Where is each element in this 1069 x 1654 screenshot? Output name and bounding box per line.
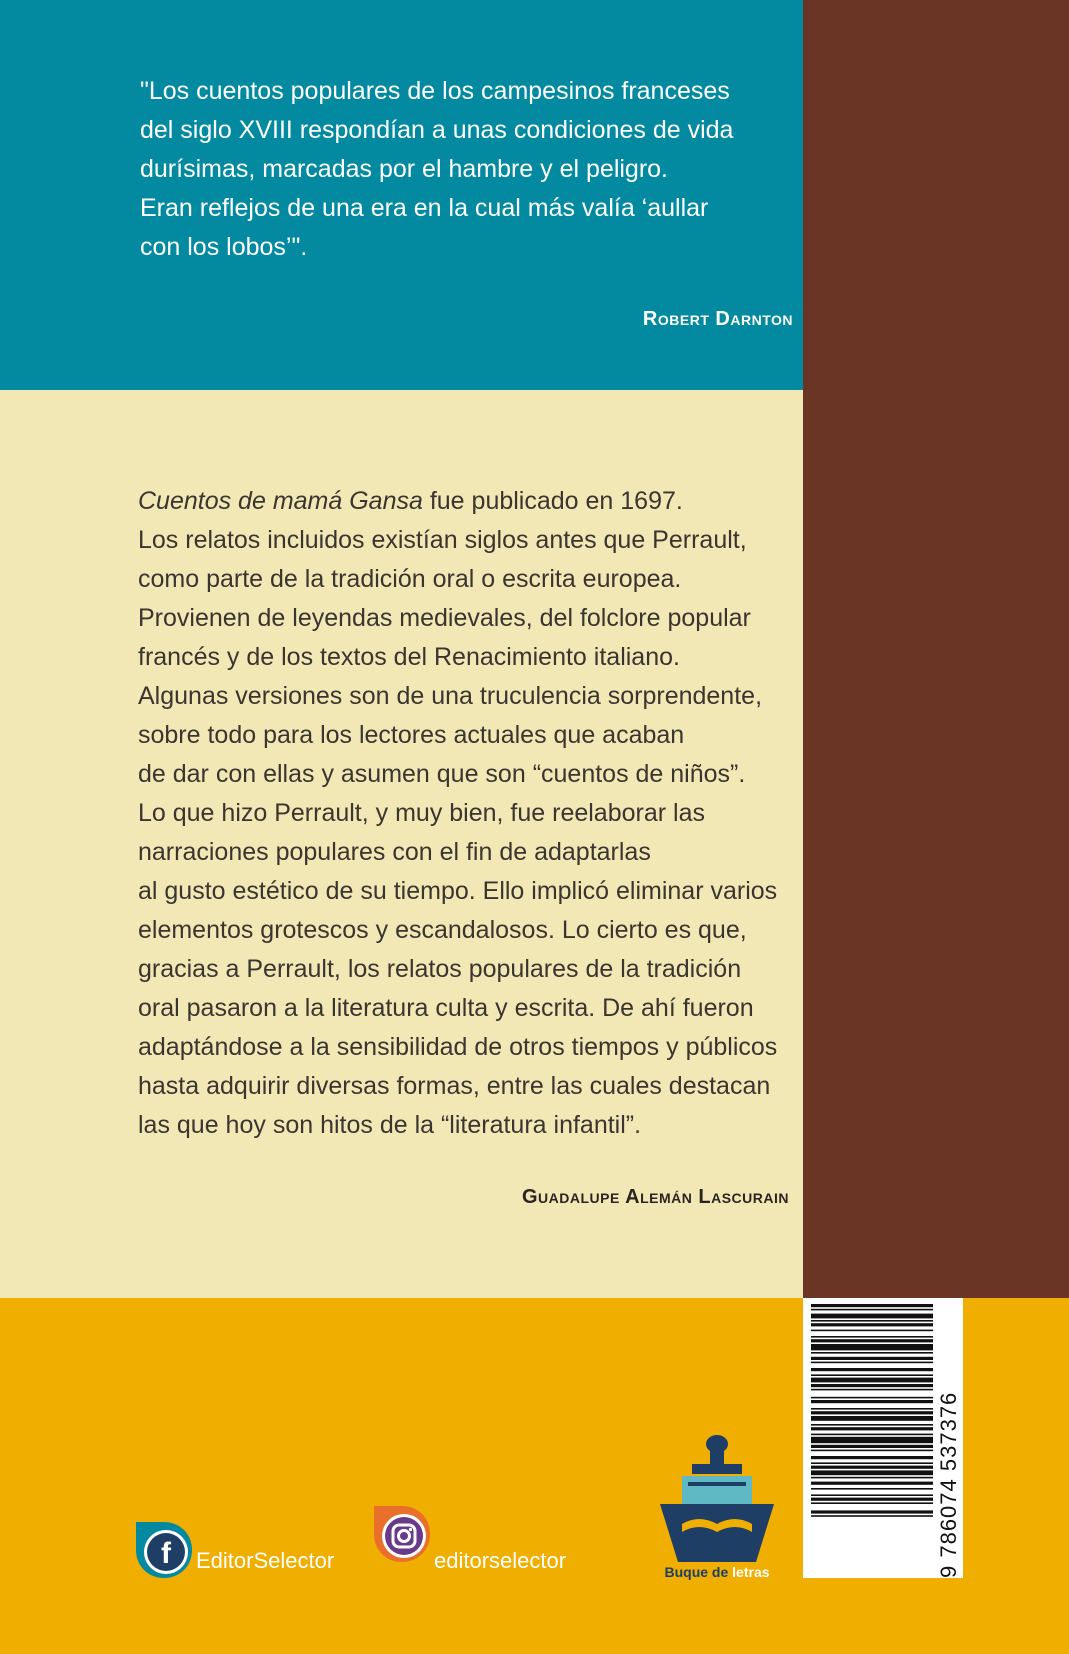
synopsis-first-line-rest: fue publicado en 1697. [422,487,683,515]
quote-line: del siglo XVIII respondían a unas condiciones de vida [140,116,734,144]
barcode-bar [811,1408,933,1410]
barcode-bar [811,1462,933,1464]
synopsis-author: Guadalupe Alemán Lascurain [521,1186,789,1208]
synopsis-line: narraciones populares con el fin de adaptarlas [138,838,651,866]
barcode-bar [811,1466,933,1469]
barcode-bar [811,1314,933,1319]
barcode-bar [811,1397,933,1399]
barcode-bar [811,1368,933,1371]
barcode-bar [811,1502,933,1504]
synopsis-line: hasta adquirir diversas formas, entre las cuales destacan [138,1072,771,1100]
quote-line: con los lobos’". [140,233,308,261]
barcode-bar [811,1411,933,1414]
barcode-bar [811,1494,933,1496]
barcode-bar [811,1323,933,1326]
ship-icon [652,1432,782,1567]
barcode-bar [811,1498,933,1501]
barcode-bar [811,1510,933,1513]
quote-line: durísimas, marcadas por el hambre y el peligro. [140,155,669,183]
instagram-handle: editorselector [434,1548,567,1573]
barcode-bar [811,1434,933,1436]
synopsis-line: Provienen de leyendas medievales, del folclore popular [138,604,751,632]
barcode-bar [811,1389,933,1391]
svg-text:f: f [161,1537,171,1570]
barcode-bar [811,1400,933,1403]
barcode-bar [811,1450,933,1452]
barcode-bar [811,1470,933,1475]
barcode-bar [811,1488,933,1490]
instagram-icon [372,1502,428,1558]
epigraph-quote [140,72,780,267]
instagram-link[interactable] [372,1518,566,1574]
barcode-bar [811,1378,933,1383]
barcode-bar [811,1424,933,1426]
synopsis-line: oral pasaron a la literatura culta y escrita. De ahí fueron [138,994,754,1022]
barcode-bar [811,1515,933,1517]
barcode-bar [811,1330,933,1332]
barcode-bar [811,1384,933,1387]
facebook-handle: EditorSelector [196,1548,335,1573]
barcode-bar [811,1320,933,1322]
barcode-bar [811,1482,933,1485]
barcode-bar [811,1339,933,1342]
quote-line: "Los cuentos populares de los campesinos franceses [140,77,730,105]
barcode-bar [811,1456,933,1459]
synopsis-line: sobre todo para los lectores actuales que acaban [138,721,685,749]
barcode-bar [811,1416,933,1421]
barcode-bar [811,1344,933,1350]
synopsis-line: elementos grotescos y escandalosos. Lo cierto es que, [138,916,747,944]
barcode-bar [811,1477,933,1479]
synopsis-line: Los relatos incluidos existían siglos antes que Perrault, [138,526,747,554]
synopsis-line: francés y de los textos del Renacimiento italiano. [138,643,680,671]
publisher-logo [652,1432,782,1582]
synopsis-line: de dar con ellas y asumen que son “cuentos de niños”. [138,760,746,788]
synopsis-first-line [138,482,778,521]
book-title: Cuentos de mamá Gansa [138,487,423,515]
barcode-bar [811,1437,933,1443]
quote-line: Eran reflejos de una era en la cual más valía ‘aullar [140,194,709,222]
facebook-link[interactable] [134,1518,334,1574]
book-spine [803,0,1069,1298]
publisher-name-part1: Buque de [664,1564,729,1580]
barcode-bar [811,1445,933,1448]
synopsis-line: las que hoy son hitos de la “literatura infantil”. [138,1111,642,1139]
barcode-bar [811,1427,933,1430]
facebook-icon [134,1518,190,1574]
quote-author: Robert Darnton [642,308,793,330]
barcode-bar [811,1336,933,1338]
barcode-digits: 9 786074 537376 [936,1391,961,1578]
synopsis-line: Algunas versiones son de una truculencia sorprendente, [138,682,763,710]
barcode-bar [811,1309,933,1311]
synopsis-line: al gusto estético de su tiempo. Ello implicó eliminar varios [138,877,778,905]
barcode-bar [811,1362,933,1364]
barcode-bar [811,1357,933,1360]
synopsis-line: gracias a Perrault, los relatos populares de la tradición [138,955,742,983]
barcode-bar [811,1304,933,1307]
synopsis-line: como parte de la tradición oral o escrita europea. [138,565,682,593]
barcode-bar [811,1374,933,1376]
publisher-name [652,1564,782,1580]
synopsis-text [138,482,778,1145]
barcode-bar [811,1352,933,1354]
synopsis-line: adaptándose a la sensibilidad de otros tiempos y públicos [138,1033,778,1061]
publisher-name-part2: letras [728,1564,770,1580]
synopsis-line: Lo que hizo Perrault, y muy bien, fue reelaborar las [138,799,705,827]
